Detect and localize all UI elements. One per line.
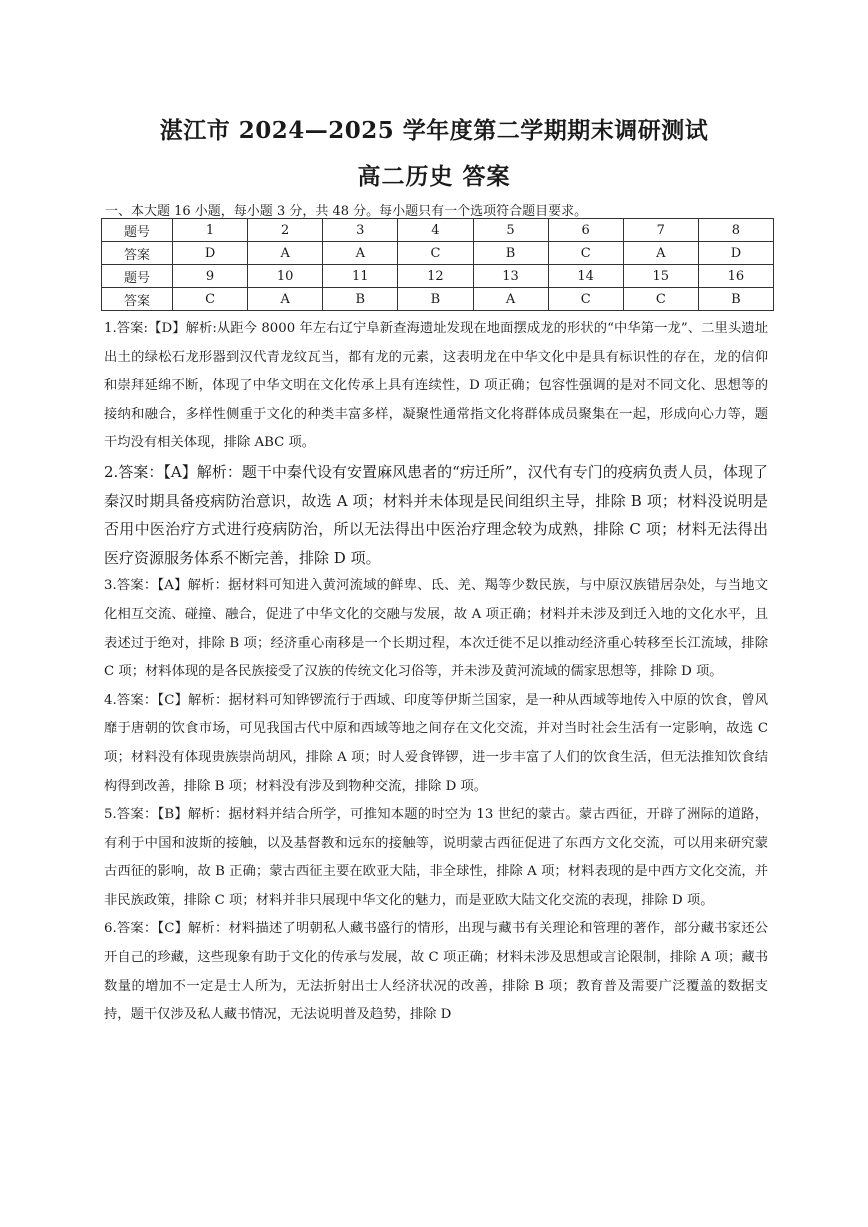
question-number-cell: 5	[473, 219, 548, 242]
question-number-cell: 2	[248, 219, 323, 242]
section-heading: 一、本大题 16 小题，每小题 3 分，共 48 分。每小题只有一个选项符合题目要求。	[105, 204, 588, 219]
explanation-item: 5.答案：【B】解析：据材料并结合所学，可推知本题的时空为 13 世纪的蒙古。蒙古西征，开辟了洲际的道路，有利于中国和波斯的接触，以及基督教和远东的接触等，说明蒙古西征促进了东西方文化交流，可以用来研究蒙古西征的影响，故 B 正确；蒙古西征主要在欧亚大陆，非全球性，排除 A 项；材料表现的是中西方文化交流，并非民族政策，排除 C 项；材料并非只展现中华文化的魅力，而是亚欧大陆文化交流的表现，排除 D 项。	[104, 807, 768, 908]
row-label-number: 题号	[102, 265, 173, 288]
row-label-answer: 答案	[102, 242, 173, 265]
exam-title: 湛江市 2024—2025 学年度第二学期期末调研测试	[159, 117, 709, 144]
answer-cell: A	[248, 242, 323, 265]
answer-cell: D	[698, 242, 773, 265]
answer-cell: A	[623, 242, 698, 265]
answer-cell: C	[548, 242, 623, 265]
question-number-cell: 14	[548, 265, 623, 288]
answer-cell: C	[623, 288, 698, 311]
answer-cell: B	[398, 288, 473, 311]
exam-subtitle: 高二历史 答案	[357, 163, 511, 190]
question-number-cell: 12	[398, 265, 473, 288]
question-number-cell: 8	[698, 219, 773, 242]
answer-cell: A	[473, 288, 548, 311]
row-label-number: 题号	[102, 219, 173, 242]
question-number-cell: 7	[623, 219, 698, 242]
explanation-item: 2.答案：【A】解析：题干中秦代设有安置麻风患者的“疠迁所”，汉代有专门的疫病负责人员，体现了秦汉时期具备疫病防治意识，故选 A 项；材料并未体现是民间组织主导，排除 B 项；材料没说明是否用中医治疗方式进行疫病防治，所以无法得出中医治疗理念较为成熟，排除 C 项；材料无法得出医疗资源服务体系不断完善，排除 D 项。	[104, 462, 768, 567]
question-number-cell: 9	[173, 265, 248, 288]
table-row	[102, 288, 774, 311]
explanation-item: 3.答案：【A】解析：据材料可知进入黄河流域的鲜卑、氐、羌、羯等少数民族，与中原汉族错居杂处，与当地文化相互交流、碰撞、融合，促进了中华文化的交融与发展，故 A 项正确；材料并未涉及到迁入地的文化水平，且表述过于绝对，排除 B 项；经济重心南移是一个长期过程，本次迁徙不足以推动经济重心转移至长江流域，排除 C 项；材料体现的是各民族接受了汉族的传统文化习俗等，并未涉及黄河流域的儒家思想等，排除 D 项。	[104, 578, 768, 680]
answer-cell: B	[473, 242, 548, 265]
answer-table	[101, 218, 774, 311]
answer-cell: A	[248, 288, 323, 311]
answer-cell: B	[698, 288, 773, 311]
question-number-cell: 15	[623, 265, 698, 288]
question-number-cell: 10	[248, 265, 323, 288]
question-number-cell: 13	[473, 265, 548, 288]
answer-cell: C	[548, 288, 623, 311]
question-number-cell: 16	[698, 265, 773, 288]
answer-cell: A	[323, 242, 398, 265]
question-number-cell: 4	[398, 219, 473, 242]
answer-cell: C	[398, 242, 473, 265]
table-row	[102, 219, 774, 242]
answer-cell: D	[173, 242, 248, 265]
table-row	[102, 242, 774, 265]
explanations	[104, 315, 768, 1030]
question-number-cell: 3	[323, 219, 398, 242]
explanation-item: 6.答案：【C】解析：材料描述了明朝私人藏书盛行的情形，出现与藏书有关理论和管理的著作，部分藏书家还公开自己的珍藏，这些现象有助于文化的传承与发展，故 C 项正确；材料未涉及思想或言论限制，排除 A 项；藏书数量的增加不一定是士人所为，无法折射出士人经济状况的改善，排除 B 项；教育普及需要广泛覆盖的数据支持，题干仅涉及私人藏书情况，无法说明普及趋势，排除 D	[104, 921, 768, 1023]
answer-cell: C	[173, 288, 248, 311]
question-number-cell: 6	[548, 219, 623, 242]
explanation-item: 4.答案：【C】解析：据材料可知铧锣流行于西域、印度等伊斯兰国家，是一种从西域等地传入中原的饮食，曾风靡于唐朝的饮食市场，可见我国古代中原和西域等地之间存在文化交流，并对当时社会生活有一定影响，故选 C 项；材料没有体现贵族崇尚胡风，排除 A 项；时人爱食铧锣，进一步丰富了人们的饮食生活，但无法推知饮食结构得到改善，排除 B 项；材料没有涉及到物种交流，排除 D 项。	[104, 692, 768, 794]
question-number-cell: 11	[323, 265, 398, 288]
table-row	[102, 265, 774, 288]
answer-cell: B	[323, 288, 398, 311]
question-number-cell: 1	[173, 219, 248, 242]
row-label-answer: 答案	[102, 288, 173, 311]
explanation-item: 1.答案:【D】解析:从距今 8000 年左右辽宁阜新查海遗址发现在地面摆成龙的形状的“中华第一龙”、二里头遗址出土的绿松石龙形器到汉代青龙纹瓦当，都有龙的元素，这表明龙在中华文化中是具有标识性的存在，龙的信仰和崇拜延绵不断，体现了中华文明在文化传承上具有连续性，D 项正确；包容性强调的是对不同文化、思想等的接纳和融合，多样性侧重于文化的种类丰富多样，凝聚性通常指文化将群体成员聚集在一起，形成向心力等，题干均没有相关体现，排除 ABC 项。	[104, 321, 768, 451]
